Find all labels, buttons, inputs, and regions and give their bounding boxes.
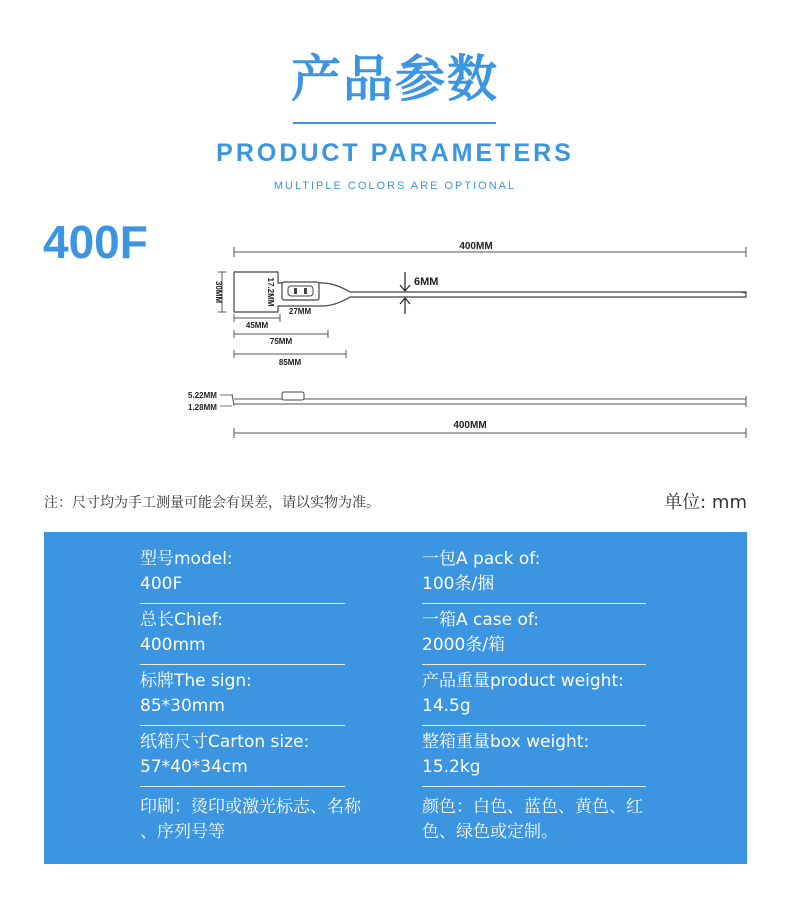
param-value: 、序列号等 (140, 822, 225, 842)
inner-width-label: 27MM (288, 307, 312, 316)
bottom-length-label: 400MM (453, 420, 487, 431)
param-value: 57*40*34cm (140, 757, 248, 777)
tag-height-label: 30MM (214, 280, 223, 304)
param-label: 颜色：白色、蓝色、黄色、红 (422, 797, 643, 817)
param-label: 标牌The sign: (140, 671, 252, 691)
param-value: 400mm (140, 635, 206, 655)
param-product-weight (422, 669, 646, 726)
param-label: 型号model: (140, 549, 233, 569)
dim-75-label: 75MM (269, 337, 293, 346)
param-value: 400F (140, 574, 183, 594)
param-label: 印刷：烫印或激光标志、名称 (140, 797, 361, 817)
page-title-en: PRODUCT PARAMETERS (216, 139, 574, 167)
param-value: 2000条/箱 (422, 635, 505, 655)
dim-85-label: 85MM (278, 358, 302, 367)
param-printing (140, 795, 405, 851)
param-value: 14.5g (422, 696, 471, 716)
param-label: 一箱A case of: (422, 610, 540, 630)
side-thickness-2-label: 1.28MM (188, 403, 217, 412)
param-label: 产品重量product weight: (422, 671, 624, 691)
page-subtitle: MULTIPLE COLORS ARE OPTIONAL (273, 180, 517, 192)
dimension-diagram (180, 226, 760, 456)
top-length-label: 400MM (459, 241, 493, 252)
page-title-cn: 产品参数 (291, 50, 499, 108)
param-label: 整箱重量box weight: (422, 732, 590, 752)
measurement-note: 注：尺寸均为手工测量可能会有误差，请以实物为准。 (44, 495, 380, 511)
title-divider (293, 122, 496, 124)
unit-label: 单位: mm (664, 492, 747, 513)
param-label: 纸箱尺寸Carton size: (140, 732, 310, 752)
strap-width-label: 6MM (414, 276, 439, 288)
parameters-panel (44, 532, 747, 864)
param-colors (422, 795, 692, 851)
param-value: 100条/捆 (422, 574, 495, 594)
param-box-weight (422, 730, 646, 787)
dim-45-label: 45MM (245, 321, 269, 330)
param-value: 85*30mm (140, 696, 225, 716)
param-value: 15.2kg (422, 757, 481, 777)
param-value: 色、绿色或定制。 (422, 822, 558, 842)
param-length (140, 608, 345, 665)
param-sign (140, 669, 345, 726)
param-model (140, 547, 345, 604)
inner-height-label: 17.2MM (266, 277, 275, 307)
side-view-lock (282, 392, 304, 400)
model-code: 400F (43, 216, 148, 268)
param-pack (422, 547, 646, 604)
param-label: 总长Chief: (140, 610, 223, 630)
side-thickness-1-label: 5.22MM (188, 391, 217, 400)
param-carton-size (140, 730, 345, 787)
param-label: 一包A pack of: (422, 549, 541, 569)
param-case (422, 608, 646, 665)
